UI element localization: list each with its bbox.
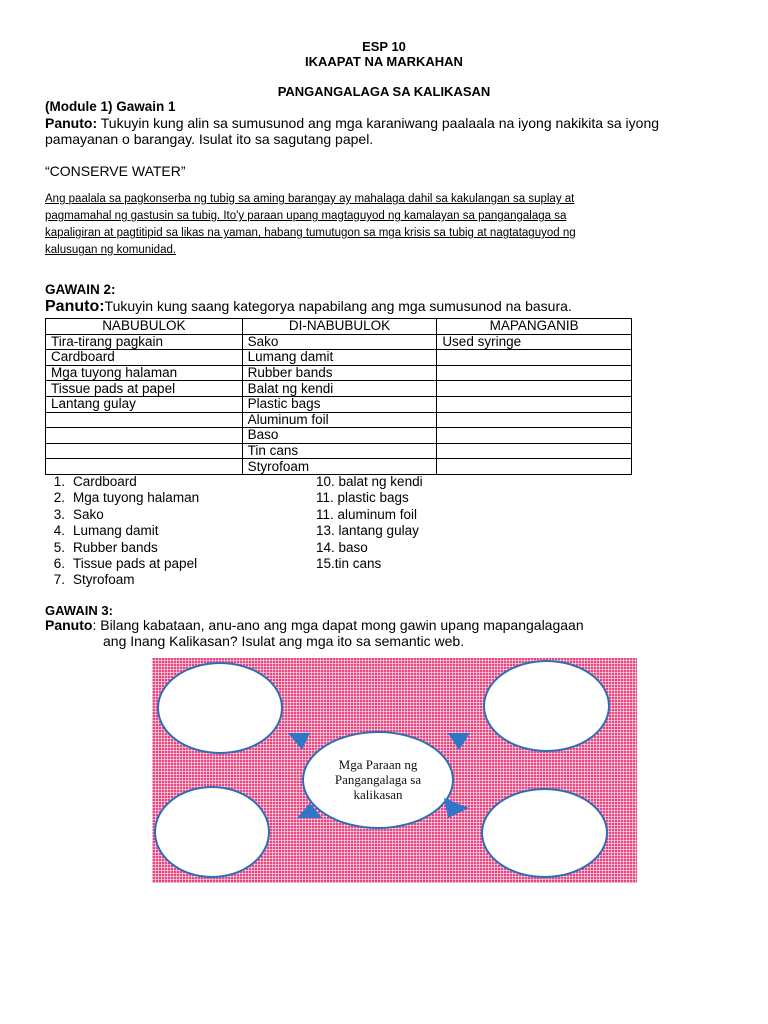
- list-number: 1.: [53, 474, 65, 489]
- arrow-layer: [152, 658, 637, 883]
- answer-line: pagmamahal ng gastusin sa tubig. Ito'y paraan upang magtaguyod ng kamalayan sa pangangalaga sa: [45, 210, 567, 222]
- list-item: [45, 556, 199, 572]
- center-line: Pangangalaga sa: [334, 772, 422, 787]
- table-row: [46, 381, 632, 397]
- list-item: [45, 523, 199, 539]
- list-number: 4.: [53, 523, 65, 539]
- quarter-title: IKAAPAT NA MARKAHAN: [305, 54, 463, 69]
- list-text: Lumang damit: [73, 523, 159, 539]
- table-row: [46, 443, 632, 459]
- table-cell: [437, 412, 632, 428]
- list-number: 2.: [53, 490, 65, 506]
- list-number: 6.: [53, 556, 65, 572]
- table-row: [46, 459, 632, 475]
- list-text: Styrofoam: [73, 572, 135, 588]
- arrow-icon: [444, 798, 469, 818]
- list-item: [45, 540, 199, 556]
- arrow-icon: [297, 803, 322, 818]
- table-cell: Mga tuyong halaman: [46, 365, 243, 381]
- gawain2-title: GAWAIN 2:: [45, 282, 116, 297]
- panuto-text: Tukuyin kung alin sa sumusunod ang mga karaniwang paalaala na iyong nakikita sa iyong: [97, 115, 660, 131]
- list-item: 13. lantang gulay: [316, 523, 419, 539]
- list-item: 14. baso: [316, 539, 368, 555]
- answer-line: kalusugan ng komunidad.: [45, 244, 177, 256]
- table-cell: Lantang gulay: [46, 396, 243, 412]
- list-item: 11. aluminum foil: [316, 506, 418, 522]
- list-text: Rubber bands: [73, 539, 158, 555]
- subject-title: ESP 10: [362, 39, 406, 54]
- gawain3-instruction: [45, 617, 745, 649]
- item-list-left: [45, 474, 199, 589]
- list-item: [45, 474, 199, 490]
- table-cell: Tissue pads at papel: [46, 381, 243, 397]
- center-line: kalikasan: [353, 787, 403, 802]
- panuto-text-2: pamayanan o barangay. Isulat ito sa sagutang papel.: [45, 131, 374, 147]
- list-text: Sako: [73, 506, 104, 522]
- table-cell: Styrofoam: [242, 459, 437, 475]
- center-line: Mga Paraan ng: [338, 757, 418, 772]
- table-cell: Lumang damit: [242, 350, 437, 366]
- topic-title: PANGANGALAGA SA KALIKASAN: [277, 84, 491, 99]
- panuto-label: Panuto:: [45, 115, 98, 131]
- list-number: 7.: [53, 572, 65, 588]
- table-cell: Used syringe: [437, 334, 632, 350]
- table-row: [46, 334, 632, 350]
- gawain3-title: GAWAIN 3:: [45, 603, 113, 618]
- gawain1-title: (Module 1) Gawain 1: [45, 99, 176, 114]
- panuto-label: Panuto:: [45, 298, 105, 315]
- column-header: MAPANGANIB: [437, 319, 632, 335]
- table-row: [46, 365, 632, 381]
- gawain1-answer: [45, 191, 745, 259]
- table-cell: Tin cans: [242, 443, 437, 459]
- category-table: [45, 318, 632, 475]
- table-row: [46, 396, 632, 412]
- table-cell: [437, 381, 632, 397]
- list-item: [45, 490, 199, 506]
- panuto-text-2: ang Inang Kalikasan? Isulat ang mga ito sa semantic web.: [103, 633, 465, 649]
- table-cell: [437, 459, 632, 475]
- table-cell: Aluminum foil: [242, 412, 437, 428]
- list-text: Cardboard: [73, 474, 137, 489]
- table-header-row: [46, 319, 632, 335]
- table-cell: [437, 443, 632, 459]
- list-item: 15.tin cans: [316, 556, 382, 572]
- arrow-icon: [288, 733, 310, 750]
- table-row: [46, 412, 632, 428]
- table-cell: [46, 459, 243, 475]
- table-cell: [46, 443, 243, 459]
- list-number: 3.: [53, 506, 65, 522]
- list-item: [45, 507, 199, 523]
- table-cell: Plastic bags: [242, 396, 437, 412]
- table-row: [46, 428, 632, 444]
- panuto-text: : Bilang kabataan, anu-ano ang mga dapat mong gawin upang mapangalagaan: [92, 617, 584, 633]
- gawain2-instruction: [45, 298, 572, 316]
- panuto-text: Tukuyin kung saang kategorya napabilang ang mga sumusunod na basura.: [104, 298, 572, 314]
- list-text: Mga tuyong halaman: [73, 490, 200, 506]
- arrow-icon: [448, 733, 470, 750]
- table-cell: [46, 428, 243, 444]
- table-cell: [46, 412, 243, 428]
- answer-line: Ang paalala sa pagkonserba ng tubig sa aming barangay ay mahalaga dahil sa kakulangan sa suplay at: [45, 193, 575, 205]
- column-header: DI-NABUBULOK: [242, 319, 437, 335]
- list-text: Tissue pads at papel: [73, 556, 198, 572]
- table-cell: Balat ng kendi: [242, 381, 437, 397]
- semantic-web: [152, 658, 637, 883]
- table-cell: Sako: [242, 334, 437, 350]
- table-cell: Tira-tirang pagkain: [46, 334, 243, 350]
- list-item: [45, 572, 199, 588]
- table-cell: [437, 428, 632, 444]
- column-header: NABUBULOK: [46, 319, 243, 335]
- answer-line: kapaligiran at pagtitipid sa likas na yaman, habang tumutugon sa mga krisis sa tubig at nagtataguyod ng: [45, 227, 576, 239]
- list-item: 11. plastic bags: [316, 490, 409, 506]
- list-number: 5.: [53, 539, 65, 555]
- table-cell: Rubber bands: [242, 365, 437, 381]
- table-cell: [437, 396, 632, 412]
- slogan: “CONSERVE WATER”: [45, 163, 186, 179]
- table-cell: [437, 365, 632, 381]
- list-item: 10. balat ng kendi: [316, 474, 423, 489]
- table-cell: [437, 350, 632, 366]
- table-row: [46, 350, 632, 366]
- gawain1-instruction: [45, 115, 745, 147]
- table-cell: Cardboard: [46, 350, 243, 366]
- table-cell: Baso: [242, 428, 437, 444]
- panuto-label: Panuto: [45, 617, 93, 633]
- item-list-right: [316, 474, 423, 572]
